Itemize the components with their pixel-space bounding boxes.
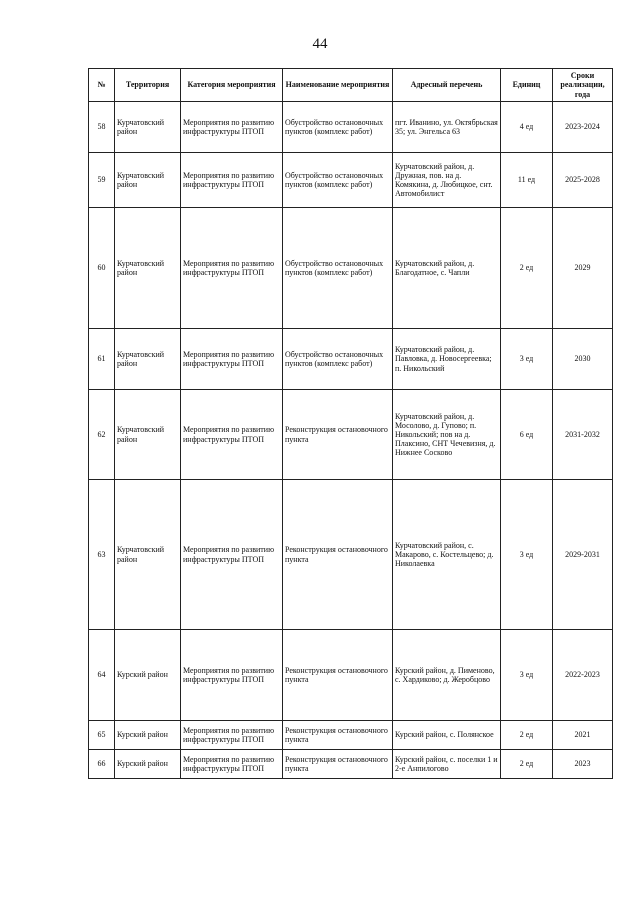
row-units: 2 ед — [501, 721, 553, 750]
row-number: 63 — [89, 480, 115, 630]
row-territory: Курчатовский район — [115, 208, 181, 329]
row-units: 6 ед — [501, 390, 553, 480]
row-years: 2022-2023 — [553, 630, 613, 721]
row-years: 2031-2032 — [553, 390, 613, 480]
header-territory: Территория — [115, 69, 181, 102]
row-number: 62 — [89, 390, 115, 480]
header-units: Единиц — [501, 69, 553, 102]
row-territory: Курчатовский район — [115, 153, 181, 208]
table-row — [89, 750, 613, 779]
row-territory: Курчатовский район — [115, 480, 181, 630]
row-number: 61 — [89, 329, 115, 390]
row-name: Реконструкция остановочного пункта — [283, 750, 393, 779]
row-category: Мероприятия по развитию инфраструктуры ПТОП — [181, 102, 283, 153]
row-category: Мероприятия по развитию инфраструктуры ПТОП — [181, 721, 283, 750]
row-name: Обустройство остановочных пунктов (комплекс работ) — [283, 329, 393, 390]
row-address: Курский район, д. Пименово, с. Хардиково; д. Жеробцово — [393, 630, 501, 721]
row-category: Мероприятия по развитию инфраструктуры ПТОП — [181, 329, 283, 390]
header-address: Адресный перечень — [393, 69, 501, 102]
row-number: 60 — [89, 208, 115, 329]
row-years: 2023 — [553, 750, 613, 779]
table-row — [89, 329, 613, 390]
row-years: 2025-2028 — [553, 153, 613, 208]
row-category: Мероприятия по развитию инфраструктуры ПТОП — [181, 153, 283, 208]
page-number: 44 — [312, 36, 328, 52]
row-years: 2021 — [553, 721, 613, 750]
row-territory: Курский район — [115, 750, 181, 779]
table-row — [89, 208, 613, 329]
table-row — [89, 153, 613, 208]
table-row — [89, 480, 613, 630]
measures-table — [88, 68, 613, 779]
row-address: Курчатовский район, д. Павловка, д. Новосергеевка; п. Никольский — [393, 329, 501, 390]
row-address: Курский район, с. поселки 1 и 2-е Анпилогово — [393, 750, 501, 779]
table-row — [89, 102, 613, 153]
row-name: Реконструкция остановочного пункта — [283, 390, 393, 480]
row-number: 59 — [89, 153, 115, 208]
row-address: Курчатовский район, с. Макарово, с. Костельцево; д. Николаевка — [393, 480, 501, 630]
header-category: Категория мероприятия — [181, 69, 283, 102]
row-number: 65 — [89, 721, 115, 750]
row-address: Курский район, с. Полянское — [393, 721, 501, 750]
row-address: Курчатовский район, д. Дружная, пов. на д. Комякина, д. Любицкое, снт. Автомобилист — [393, 153, 501, 208]
row-address: пгт. Иванино, ул. Октябрьская 35; ул. Энгельса 63 — [393, 102, 501, 153]
row-territory: Курчатовский район — [115, 390, 181, 480]
row-units: 2 ед — [501, 750, 553, 779]
row-category: Мероприятия по развитию инфраструктуры ПТОП — [181, 208, 283, 329]
table-header-row — [89, 69, 613, 102]
table-row — [89, 630, 613, 721]
row-address: Курчатовский район, д. Мосолово, д. Гупово; п. Никольский; пов на д. Плаксино, СНТ Чечевизня, д. Нижнее Сосково — [393, 390, 501, 480]
row-territory: Курский район — [115, 721, 181, 750]
row-category: Мероприятия по развитию инфраструктуры ПТОП — [181, 630, 283, 721]
row-territory: Курчатовский район — [115, 329, 181, 390]
header-number: № — [89, 69, 115, 102]
row-category: Мероприятия по развитию инфраструктуры ПТОП — [181, 480, 283, 630]
header-years: Сроки реализации, года — [553, 69, 613, 102]
row-name: Обустройство остановочных пунктов (комплекс работ) — [283, 208, 393, 329]
row-units: 3 ед — [501, 329, 553, 390]
row-address: Курчатовский район, д. Благодатное, с. Чапли — [393, 208, 501, 329]
row-years: 2023-2024 — [553, 102, 613, 153]
row-years: 2029 — [553, 208, 613, 329]
row-name: Обустройство остановочных пунктов (комплекс работ) — [283, 102, 393, 153]
table-row — [89, 721, 613, 750]
row-units: 3 ед — [501, 480, 553, 630]
row-category: Мероприятия по развитию инфраструктуры ПТОП — [181, 390, 283, 480]
row-units: 3 ед — [501, 630, 553, 721]
row-territory: Курский район — [115, 630, 181, 721]
row-territory: Курчатовский район — [115, 102, 181, 153]
row-years: 2029-2031 — [553, 480, 613, 630]
table-row — [89, 390, 613, 480]
row-name: Реконструкция остановочного пункта — [283, 480, 393, 630]
header-name: Наименование мероприятия — [283, 69, 393, 102]
row-name: Обустройство остановочных пунктов (комплекс работ) — [283, 153, 393, 208]
row-name: Реконструкция остановочного пункта — [283, 630, 393, 721]
row-units: 2 ед — [501, 208, 553, 329]
row-number: 64 — [89, 630, 115, 721]
row-units: 4 ед — [501, 102, 553, 153]
row-number: 66 — [89, 750, 115, 779]
row-years: 2030 — [553, 329, 613, 390]
row-units: 11 ед — [501, 153, 553, 208]
row-name: Реконструкция остановочного пункта — [283, 721, 393, 750]
row-category: Мероприятия по развитию инфраструктуры ПТОП — [181, 750, 283, 779]
row-number: 58 — [89, 102, 115, 153]
